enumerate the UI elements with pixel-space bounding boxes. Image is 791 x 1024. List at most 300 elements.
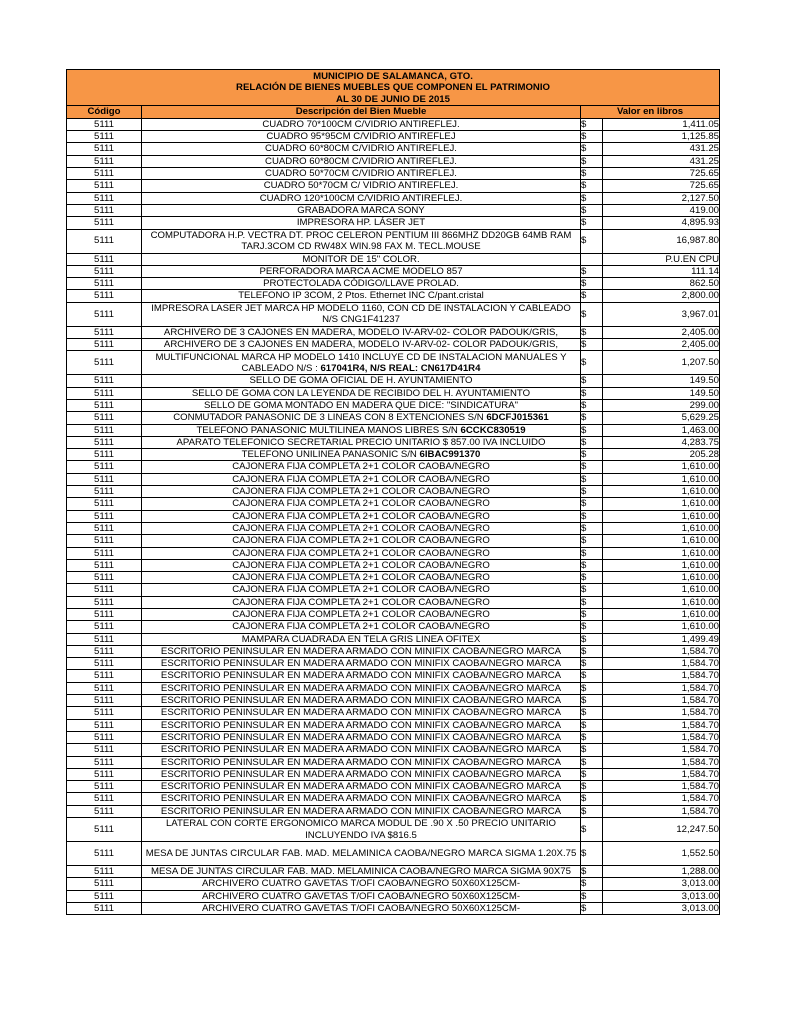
row-description-text: ESCRITORIO PENINSULAR EN MADERA ARMADO CON MINIFIX CAOBA/NEGRO MARCA	[160, 768, 562, 780]
row-code: 5111	[67, 682, 142, 694]
row-description-text: IMPRESORA LASER JET MARCA HP MODELO 1160, CON CD DE INSTALACION Y CABLEADO N/S CNG1F41237	[151, 302, 571, 326]
row-amount: 1,610.00	[603, 473, 720, 485]
row-description	[142, 707, 581, 719]
row-description	[142, 118, 581, 130]
row-amount: 1,584.70	[603, 719, 720, 731]
row-description	[142, 412, 581, 424]
row-amount: 3,013.00	[603, 878, 720, 890]
row-description-text: CAJONERA FIJA COMPLETA 2+1 COLOR CAOBA/NEGRO	[232, 461, 490, 473]
row-code: 5111	[67, 793, 142, 805]
table-body	[67, 118, 720, 914]
column-header-description: Descripción del Bien Mueble	[142, 105, 581, 118]
row-description-text: CONMUTADOR PANASONIC DE 3 LINEAS CON 8 EXTENCIONES S/N	[173, 412, 487, 424]
row-description-text: TELEFONO UNILINEA PANASONIC S/N	[241, 449, 420, 461]
row-currency: $	[581, 387, 603, 399]
row-description	[142, 793, 581, 805]
row-amount: 1,584.70	[603, 731, 720, 743]
table-row	[67, 584, 720, 596]
row-amount: 419.00	[603, 204, 720, 216]
row-description-text: CAJONERA FIJA COMPLETA 2+1 COLOR CAOBA/NEGRO	[232, 535, 490, 547]
report-header	[67, 70, 720, 106]
report-title-relacion: RELACIÓN DE BIENES MUEBLES QUE COMPONEN EL PATRIMONIO	[236, 82, 550, 94]
table-row	[67, 290, 720, 302]
row-description-text: PROTECTOLADA CÓDIGO/LLAVE PROLAD.	[263, 278, 459, 290]
row-description	[142, 645, 581, 657]
table-row	[67, 217, 720, 229]
report-title-cell	[67, 70, 720, 106]
row-description	[142, 449, 581, 461]
table-row	[67, 781, 720, 793]
row-code: 5111	[67, 768, 142, 780]
row-description	[142, 535, 581, 547]
row-amount: 1,610.00	[603, 535, 720, 547]
row-amount: 725.65	[603, 168, 720, 180]
row-description-text: CUADRO 70*100CM C/VIDRIO ANTIREFLEJ.	[262, 118, 460, 130]
row-code: 5111	[67, 608, 142, 620]
row-amount: 2,127.50	[603, 192, 720, 204]
row-description	[142, 559, 581, 571]
row-description	[142, 204, 581, 216]
row-description	[142, 168, 581, 180]
row-code: 5111	[67, 143, 142, 155]
row-currency: $	[581, 535, 603, 547]
row-description-text: ESCRITORIO PENINSULAR EN MADERA ARMADO CON MINIFIX CAOBA/NEGRO MARCA	[160, 781, 562, 793]
table-row	[67, 498, 720, 510]
row-description-text: CAJONERA FIJA COMPLETA 2+1 COLOR CAOBA/NEGRO	[232, 621, 490, 633]
row-code: 5111	[67, 375, 142, 387]
row-description	[142, 192, 581, 204]
table-row	[67, 155, 720, 167]
row-description	[142, 143, 581, 155]
row-currency: $	[581, 744, 603, 756]
row-amount: 5,629.25	[603, 412, 720, 424]
row-amount: 1,610.00	[603, 559, 720, 571]
table-row	[67, 473, 720, 485]
row-description-text: MULTIFUNCIONAL MARCA HP MODELO 1410 INCLUYE CD DE INSTALACION MANUALES Y CABLEADO N/S :	[155, 351, 567, 374]
table-row	[67, 902, 720, 914]
row-code: 5111	[67, 535, 142, 547]
table-row	[67, 768, 720, 780]
row-code: 5111	[67, 253, 142, 265]
row-currency: $	[581, 180, 603, 192]
table-row	[67, 229, 720, 253]
row-description-text: ESCRITORIO PENINSULAR EN MADERA ARMADO CON MINIFIX CAOBA/NEGRO MARCA	[160, 682, 562, 694]
table-row	[67, 744, 720, 756]
row-code: 5111	[67, 461, 142, 473]
row-code: 5111	[67, 204, 142, 216]
row-currency: $	[581, 290, 603, 302]
row-currency: $	[581, 118, 603, 130]
row-code: 5111	[67, 278, 142, 290]
row-description	[142, 902, 581, 914]
row-code: 5111	[67, 719, 142, 731]
row-currency: $	[581, 498, 603, 510]
row-code: 5111	[67, 645, 142, 657]
row-description-text: MAMPARA CUADRADA EN TELA GRIS LINEA OFITEX	[241, 633, 481, 645]
row-description-text: ESCRITORIO PENINSULAR EN MADERA ARMADO CON MINIFIX CAOBA/NEGRO MARCA	[160, 645, 562, 657]
row-description-text: CUADRO 60*80CM C/VIDRIO ANTIREFLEJ.	[265, 143, 457, 155]
row-amount: 149.50	[603, 387, 720, 399]
column-header-row	[67, 105, 720, 118]
row-description	[142, 596, 581, 608]
row-code: 5111	[67, 805, 142, 817]
row-description-text: ARCHIVERO DE 3 CAJONES EN MADERA, MODELO IV-ARV-02- COLOR PADOUK/GRIS,	[163, 339, 559, 351]
row-amount: 725.65	[603, 180, 720, 192]
row-description	[142, 731, 581, 743]
row-description-text: ESCRITORIO PENINSULAR EN MADERA ARMADO CON MINIFIX CAOBA/NEGRO MARCA	[160, 756, 562, 768]
row-code: 5111	[67, 155, 142, 167]
row-amount: 205.28	[603, 449, 720, 461]
row-serial-number: 6DCFJ015361	[486, 412, 549, 424]
column-header-value: Valor en libros	[581, 105, 720, 118]
row-currency: $	[581, 670, 603, 682]
row-description-text: CAJONERA FIJA COMPLETA 2+1 COLOR CAOBA/NEGRO	[232, 510, 490, 522]
row-description-text: LATERAL CON CORTE ERGONOMICO MARCA MODUL DE .90 X .50 PRECIO UNITARIO INCLUYENDO IVA $816.5	[165, 818, 557, 841]
row-description	[142, 768, 581, 780]
row-description-text: ESCRITORIO PENINSULAR EN MADERA ARMADO CON MINIFIX CAOBA/NEGRO MARCA	[160, 707, 562, 719]
row-description	[142, 424, 581, 436]
row-code: 5111	[67, 522, 142, 534]
table-row	[67, 658, 720, 670]
row-amount: 431.25	[603, 155, 720, 167]
row-serial-number: 6CCKC830519	[460, 424, 526, 436]
table-row	[67, 168, 720, 180]
row-description-text: MESA DE JUNTAS CIRCULAR FAB. MAD. MELAMINICA CAOBA/NEGRO MARCA SIGMA 1.20X.75	[145, 847, 577, 859]
table-row	[67, 436, 720, 448]
table-row	[67, 265, 720, 277]
row-serial-number: 617041R4, N/S REAL: CN617D41R4	[320, 362, 481, 374]
row-currency: $	[581, 473, 603, 485]
row-amount: 1,610.00	[603, 510, 720, 522]
row-code: 5111	[67, 217, 142, 229]
row-currency: $	[581, 436, 603, 448]
row-description-text: CAJONERA FIJA COMPLETA 2+1 COLOR CAOBA/NEGRO	[232, 608, 490, 620]
row-description-text: ESCRITORIO PENINSULAR EN MADERA ARMADO CON MINIFIX CAOBA/NEGRO MARCA	[160, 658, 562, 670]
row-description	[142, 572, 581, 584]
row-code: 5111	[67, 633, 142, 645]
table-row	[67, 486, 720, 498]
row-description	[142, 547, 581, 559]
row-description-text: CUADRO 120*100CM C/VIDRIO ANTIREFLEJ.	[259, 192, 463, 204]
row-description-text: CUADRO 50*70CM C/ VIDRIO ANTIREFLEJ.	[263, 180, 459, 192]
row-code: 5111	[67, 498, 142, 510]
row-description	[142, 473, 581, 485]
table-row	[67, 645, 720, 657]
row-amount: 1,288.00	[603, 866, 720, 878]
row-code: 5111	[67, 290, 142, 302]
table-row	[67, 510, 720, 522]
row-description-text: SELLO DE GOMA MONTADO EN MADERA QUE DICE: "SINDICATURA"	[203, 399, 519, 411]
row-code: 5111	[67, 670, 142, 682]
row-code: 5111	[67, 584, 142, 596]
row-description-text: CUADRO 50*70CM C/VIDRIO ANTIREFLEJ.	[265, 168, 457, 180]
row-currency: $	[581, 682, 603, 694]
row-description-text: ARCHIVERO DE 3 CAJONES EN MADERA, MODELO IV-ARV-02- COLOR PADOUK/GRIS,	[163, 326, 559, 338]
row-amount: 3,013.00	[603, 902, 720, 914]
row-amount: 1,584.70	[603, 645, 720, 657]
row-description	[142, 498, 581, 510]
row-currency: $	[581, 217, 603, 229]
row-description-text: CAJONERA FIJA COMPLETA 2+1 COLOR CAOBA/NEGRO	[232, 584, 490, 596]
row-currency	[581, 253, 603, 265]
table-row	[67, 192, 720, 204]
row-description-text: CAJONERA FIJA COMPLETA 2+1 COLOR CAOBA/NEGRO	[232, 572, 490, 584]
row-description	[142, 695, 581, 707]
row-code: 5111	[67, 890, 142, 902]
row-code: 5111	[67, 412, 142, 424]
row-amount: 1,610.00	[603, 522, 720, 534]
row-serial-number: 6IBAC991370	[419, 449, 481, 461]
row-currency: $	[581, 486, 603, 498]
row-description	[142, 658, 581, 670]
table-row	[67, 719, 720, 731]
row-currency: $	[581, 621, 603, 633]
table-row	[67, 253, 720, 265]
row-code: 5111	[67, 326, 142, 338]
row-amount: 1,207.50	[603, 351, 720, 375]
row-currency: $	[581, 375, 603, 387]
row-currency: $	[581, 890, 603, 902]
column-header-code: Código	[67, 105, 142, 118]
row-code: 5111	[67, 118, 142, 130]
row-currency: $	[581, 522, 603, 534]
row-currency: $	[581, 461, 603, 473]
row-currency: $	[581, 584, 603, 596]
table-row	[67, 596, 720, 608]
row-currency: $	[581, 131, 603, 143]
row-description-text: ESCRITORIO PENINSULAR EN MADERA ARMADO CON MINIFIX CAOBA/NEGRO MARCA	[160, 670, 562, 682]
row-description	[142, 608, 581, 620]
row-currency: $	[581, 878, 603, 890]
row-amount: 1,610.00	[603, 498, 720, 510]
row-amount: 2,800.00	[603, 290, 720, 302]
table-row	[67, 866, 720, 878]
row-currency: $	[581, 608, 603, 620]
row-code: 5111	[67, 399, 142, 411]
row-currency: $	[581, 412, 603, 424]
row-description-text: CAJONERA FIJA COMPLETA 2+1 COLOR CAOBA/NEGRO	[232, 498, 490, 510]
row-description	[142, 890, 581, 902]
row-amount: 1,610.00	[603, 621, 720, 633]
row-currency: $	[581, 633, 603, 645]
row-amount: 1,584.70	[603, 682, 720, 694]
row-description-text: SELLO DE GOMA OFICIAL DE H. AYUNTAMIENTO	[249, 375, 473, 387]
row-description-text: PERFORADORA MARCA ACME MODELO 857	[259, 265, 463, 277]
row-description	[142, 682, 581, 694]
table-row	[67, 278, 720, 290]
row-amount: 1,584.70	[603, 670, 720, 682]
table-row	[67, 449, 720, 461]
row-description-text: CUADRO 95*95CM C/VIDRIO ANTIREFLEJ	[266, 131, 456, 143]
row-currency: $	[581, 278, 603, 290]
row-description	[142, 436, 581, 448]
row-code: 5111	[67, 486, 142, 498]
row-amount: 1,584.70	[603, 744, 720, 756]
assets-table	[66, 69, 720, 915]
table-row	[67, 670, 720, 682]
row-description	[142, 339, 581, 351]
row-description-text: ESCRITORIO PENINSULAR EN MADERA ARMADO CON MINIFIX CAOBA/NEGRO MARCA	[160, 744, 562, 756]
row-amount: 111.14	[603, 265, 720, 277]
row-code: 5111	[67, 756, 142, 768]
row-description	[142, 265, 581, 277]
row-code: 5111	[67, 449, 142, 461]
table-row	[67, 204, 720, 216]
row-currency: $	[581, 645, 603, 657]
row-description-text: ESCRITORIO PENINSULAR EN MADERA ARMADO CON MINIFIX CAOBA/NEGRO MARCA	[160, 805, 562, 817]
row-code: 5111	[67, 302, 142, 326]
row-code: 5111	[67, 265, 142, 277]
row-code: 5111	[67, 658, 142, 670]
row-code: 5111	[67, 473, 142, 485]
table-row	[67, 793, 720, 805]
table-row	[67, 461, 720, 473]
row-code: 5111	[67, 547, 142, 559]
row-code: 5111	[67, 707, 142, 719]
table-row	[67, 351, 720, 375]
row-currency: $	[581, 399, 603, 411]
row-amount: 1,610.00	[603, 584, 720, 596]
row-currency: $	[581, 731, 603, 743]
row-description	[142, 375, 581, 387]
row-code: 5111	[67, 818, 142, 842]
row-amount: 1,610.00	[603, 547, 720, 559]
row-amount: 1,125.85	[603, 131, 720, 143]
table-row	[67, 707, 720, 719]
row-description	[142, 522, 581, 534]
row-amount: 431.25	[603, 143, 720, 155]
table-row	[67, 805, 720, 817]
row-currency: $	[581, 351, 603, 375]
table-row	[67, 339, 720, 351]
row-code: 5111	[67, 180, 142, 192]
row-currency: $	[581, 805, 603, 817]
row-description	[142, 842, 581, 866]
row-code: 5111	[67, 387, 142, 399]
table-row	[67, 572, 720, 584]
row-code: 5111	[67, 695, 142, 707]
inventory-sheet	[66, 69, 719, 915]
row-amount: 1,584.70	[603, 805, 720, 817]
table-row	[67, 412, 720, 424]
row-description	[142, 131, 581, 143]
table-row	[67, 522, 720, 534]
row-description	[142, 229, 581, 253]
row-code: 5111	[67, 744, 142, 756]
row-currency: $	[581, 559, 603, 571]
row-amount: 1,463.00	[603, 424, 720, 436]
row-description-text: CAJONERA FIJA COMPLETA 2+1 COLOR CAOBA/NEGRO	[232, 522, 490, 534]
row-description	[142, 302, 581, 326]
row-amount: 149.50	[603, 375, 720, 387]
row-currency: $	[581, 695, 603, 707]
row-description-text: MONITOR DE 15" COLOR.	[302, 253, 420, 265]
row-amount: 862.50	[603, 278, 720, 290]
table-row	[67, 621, 720, 633]
row-description	[142, 351, 581, 375]
row-code: 5111	[67, 866, 142, 878]
row-code: 5111	[67, 781, 142, 793]
row-amount: 1,610.00	[603, 486, 720, 498]
table-row	[67, 731, 720, 743]
row-description-text: ESCRITORIO PENINSULAR EN MADERA ARMADO CON MINIFIX CAOBA/NEGRO MARCA	[160, 793, 562, 805]
table-row	[67, 535, 720, 547]
row-code: 5111	[67, 131, 142, 143]
row-amount: 1,610.00	[603, 572, 720, 584]
row-code: 5111	[67, 339, 142, 351]
row-description	[142, 584, 581, 596]
row-description-text: CAJONERA FIJA COMPLETA 2+1 COLOR CAOBA/NEGRO	[232, 547, 490, 559]
row-amount: 3,967.01	[603, 302, 720, 326]
table-row	[67, 756, 720, 768]
row-description	[142, 461, 581, 473]
row-amount: 1,584.70	[603, 707, 720, 719]
row-code: 5111	[67, 510, 142, 522]
row-amount: 4,895.93	[603, 217, 720, 229]
row-code: 5111	[67, 229, 142, 253]
row-description-text: CAJONERA FIJA COMPLETA 2+1 COLOR CAOBA/NEGRO	[232, 559, 490, 571]
table-row	[67, 890, 720, 902]
row-amount: 1,584.70	[603, 768, 720, 780]
row-description-text: MESA DE JUNTAS CIRCULAR FAB. MAD. MELAMINICA CAOBA/NEGRO MARCA SIGMA 90X75	[151, 866, 571, 878]
table-row	[67, 387, 720, 399]
row-currency: $	[581, 302, 603, 326]
row-amount: 2,405.00	[603, 326, 720, 338]
row-currency: $	[581, 658, 603, 670]
row-currency: $	[581, 326, 603, 338]
row-code: 5111	[67, 572, 142, 584]
row-description	[142, 744, 581, 756]
row-amount: 1,584.70	[603, 793, 720, 805]
row-code: 5111	[67, 351, 142, 375]
row-currency: $	[581, 781, 603, 793]
row-amount: 1,610.00	[603, 461, 720, 473]
row-currency: $	[581, 229, 603, 253]
row-description	[142, 217, 581, 229]
table-row	[67, 326, 720, 338]
table-row	[67, 399, 720, 411]
row-currency: $	[581, 572, 603, 584]
table-row	[67, 180, 720, 192]
table-row	[67, 559, 720, 571]
row-description-text: CUADRO 60*80CM C/VIDRIO ANTIREFLEJ.	[265, 155, 457, 167]
row-description	[142, 670, 581, 682]
row-description	[142, 387, 581, 399]
table-row	[67, 547, 720, 559]
row-description-text: IMPRESORA HP. LÁSER JET	[296, 217, 426, 229]
row-code: 5111	[67, 559, 142, 571]
row-description-text: TELEFONO IP 3COM, 2 Ptos. Ethernet INC C/pant.cristal	[238, 290, 484, 302]
row-description-text: ESCRITORIO PENINSULAR EN MADERA ARMADO CON MINIFIX CAOBA/NEGRO MARCA	[160, 719, 562, 731]
row-amount: P.U.EN CPU	[603, 253, 720, 265]
row-description	[142, 878, 581, 890]
table-row	[67, 131, 720, 143]
row-amount: 1,499.49	[603, 633, 720, 645]
row-code: 5111	[67, 621, 142, 633]
row-description	[142, 866, 581, 878]
row-currency: $	[581, 793, 603, 805]
row-code: 5111	[67, 168, 142, 180]
row-code: 5111	[67, 436, 142, 448]
row-currency: $	[581, 719, 603, 731]
row-amount: 1,584.70	[603, 658, 720, 670]
row-description	[142, 155, 581, 167]
row-amount: 1,610.00	[603, 608, 720, 620]
row-amount: 16,987.80	[603, 229, 720, 253]
report-title-date: AL 30 DE JUNIO DE 2015	[336, 93, 450, 105]
table-row	[67, 143, 720, 155]
row-amount: 1,552.50	[603, 842, 720, 866]
